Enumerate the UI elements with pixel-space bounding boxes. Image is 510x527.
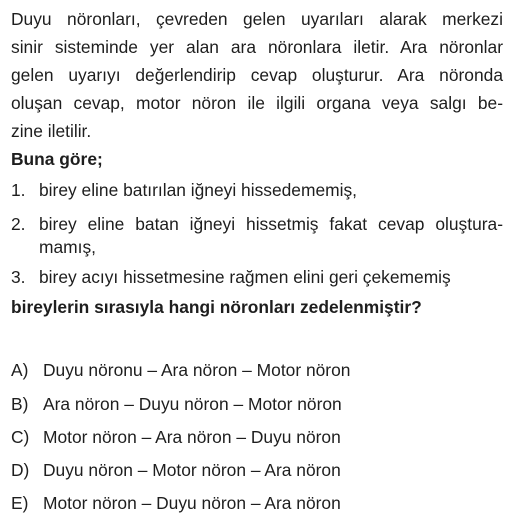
passage-line: zine iletilir. [11,121,92,141]
passage-line: gelen uyarıyı değerlendirip cevap oluşturur. Ara nöronda [11,65,503,85]
passage-line: sinir sisteminde yer alan ara nöronlara iletir. Ara nöronlar [11,37,503,57]
option-letter: C) [11,427,30,447]
item-number: 2. [11,214,26,234]
option-a[interactable] [11,359,471,381]
option-d[interactable] [11,459,471,481]
option-b[interactable] [11,393,471,415]
option-letter: E) [11,493,29,513]
passage-line: Duyu nöronları, çevreden gelen uyarıları alarak merkezi [11,9,503,29]
passage-line: oluşan cevap, motor nöron ile ilgili organa veya salgı be- [11,93,503,113]
item-text: birey acıyı hissetmesine rağmen elini geri çekememiş [39,267,451,287]
option-letter: A) [11,360,29,380]
question-text: bireylerin sırasıyla hangi nöronları zedelenmiştir? [11,297,422,317]
option-letter: D) [11,460,30,480]
option-text: Motor nöron – Ara nöron – Duyu nöron [43,427,341,447]
item-text: birey eline batan iğneyi hissetmiş fakat cevap oluştura- [39,214,503,234]
option-text: Ara nöron – Duyu nöron – Motor nöron [43,394,342,414]
item-number: 1. [11,180,26,200]
item-text: birey eline batırılan iğneyi hissedememiş, [39,180,358,200]
option-e[interactable] [11,492,471,514]
item-number: 3. [11,267,26,287]
list-item [11,266,503,288]
option-c[interactable] [11,426,471,448]
option-text: Duyu nöron – Motor nöron – Ara nöron [43,460,341,480]
option-text: Motor nöron – Duyu nöron – Ara nöron [43,493,341,513]
list-item [11,213,503,235]
item-text-continuation: mamış, [39,237,97,257]
option-text: Duyu nöronu – Ara nöron – Motor nöron [43,360,351,380]
option-letter: B) [11,394,29,414]
lead-text: Buna göre; [11,149,103,169]
list-item [11,179,503,201]
